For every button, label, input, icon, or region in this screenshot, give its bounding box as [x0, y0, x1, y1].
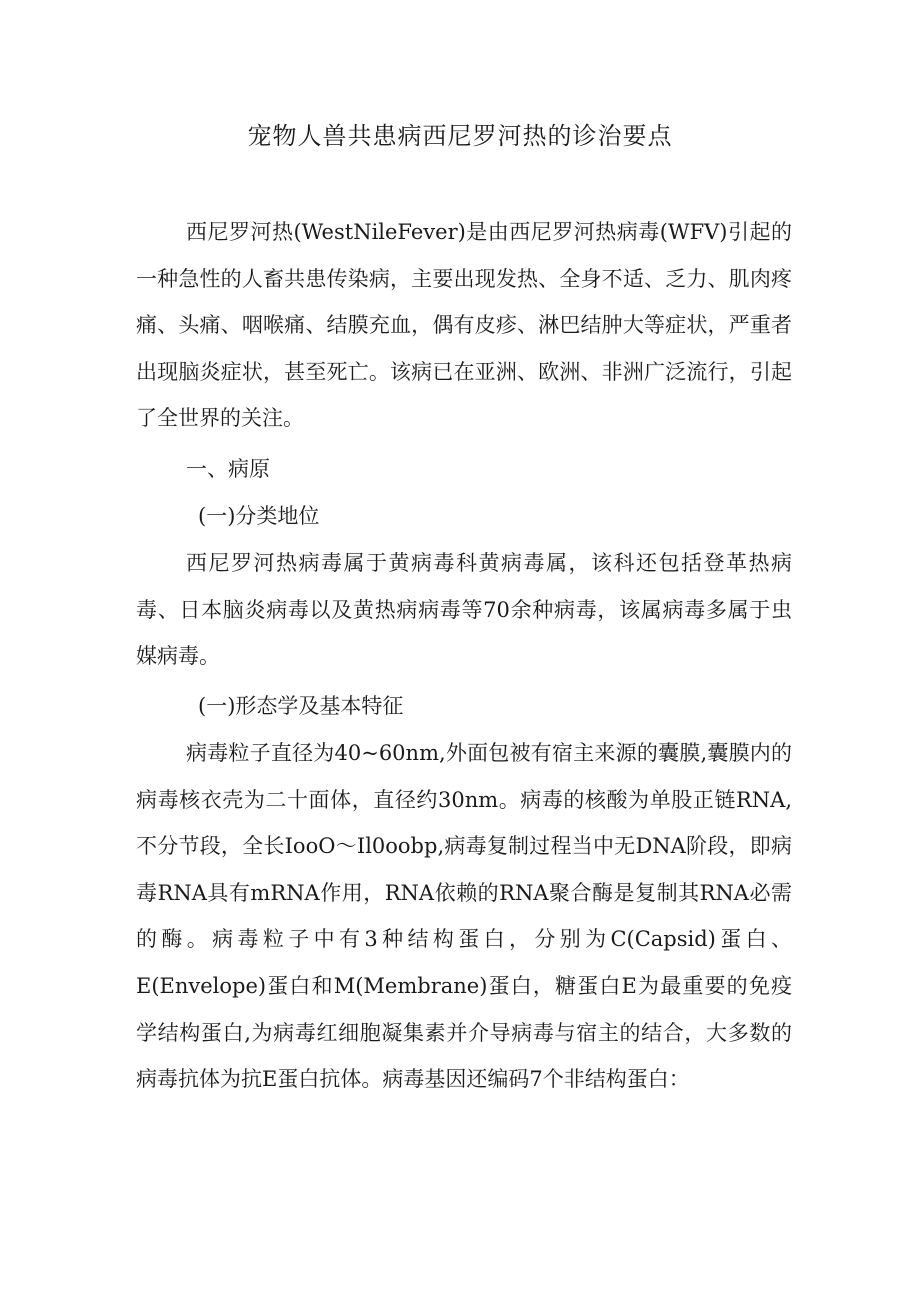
document-title: 宠物人兽共患病西尼罗河热的诊治要点 — [247, 122, 673, 150]
subsection-heading-morphology: (一)形态学及基本特征 — [198, 694, 404, 718]
section-heading-pathogen: 一、病原 — [186, 457, 270, 481]
intro-paragraph: 西尼罗河热(WestNileFever)是由西尼罗河热病毒(WFV)引起的一种急性的人畜共患传染病，主要出现发热、全身不适、乏力、肌肉疼痛、头痛、咽喉痛、结膜充血，偶有皮疹、淋巴结肿大等症状，严重者出现脑炎症状，甚至死亡。该病已在亚洲、欧洲、非洲广泛流行，引起了全世界的关注。 — [136, 220, 792, 431]
morphology-paragraph: 病毒粒子直径为40~60nm,外面包被有宿主来源的囊膜,囊膜内的病毒核衣壳为二十面体，直径约30nm。病毒的核酸为单股正链RNA,不分节段，全长IooO〜Il0oobp,病毒复制过程当中无DNA阶段，即病毒RNA具有mRNA作用，RNA依赖的RNA聚合酶是复制其RNA必需的酶。病毒粒子中有3种结构蛋白，分别为C(Capsid)蛋白、E(Envelope)蛋白和M(Membrane)蛋白，糖蛋白E为最重要的免疫学结构蛋白,为病毒红细胞凝集素并介导病毒与宿主的结合，大多数的病毒抗体为抗E蛋白抗体。病毒基因还编码7个非结构蛋白： — [136, 741, 792, 1092]
classification-paragraph: 西尼罗河热病毒属于黄病毒科黄病毒属，该科还包括登革热病毒、日本脑炎病毒以及黄热病病毒等70余种病毒，该属病毒多属于虫媒病毒。 — [136, 551, 792, 669]
subsection-heading-classification: (一)分类地位 — [198, 504, 320, 528]
